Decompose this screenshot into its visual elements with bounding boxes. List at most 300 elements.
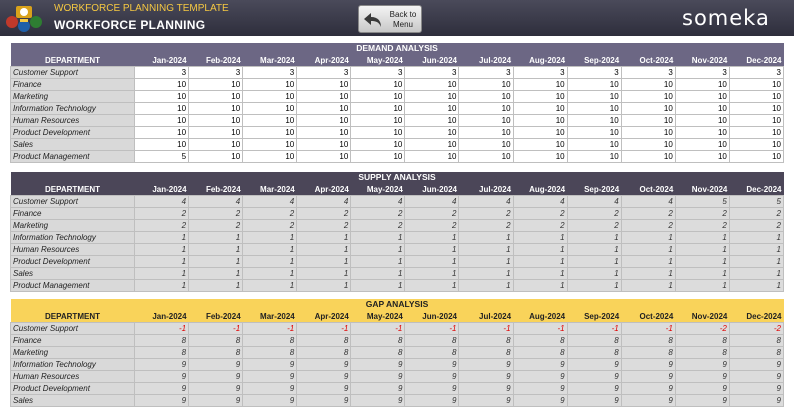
value-cell[interactable]: 8 — [297, 334, 351, 346]
value-cell[interactable]: 10 — [621, 126, 675, 138]
department-cell[interactable]: Information Technology — [11, 358, 135, 370]
value-cell[interactable]: 10 — [459, 78, 513, 90]
value-cell[interactable]: 1 — [351, 243, 405, 255]
department-cell[interactable]: Customer Support — [11, 66, 135, 78]
value-cell[interactable]: 1 — [729, 255, 783, 267]
value-cell[interactable]: 9 — [729, 358, 783, 370]
value-cell[interactable]: -1 — [135, 322, 189, 334]
value-cell[interactable]: 8 — [621, 346, 675, 358]
value-cell[interactable]: 10 — [189, 126, 243, 138]
value-cell[interactable]: 1 — [189, 267, 243, 279]
value-cell[interactable]: 8 — [405, 346, 459, 358]
value-cell[interactable]: 8 — [135, 334, 189, 346]
value-cell[interactable]: 1 — [729, 243, 783, 255]
department-cell[interactable]: Finance — [11, 207, 135, 219]
value-cell[interactable]: -1 — [189, 322, 243, 334]
value-cell[interactable]: 1 — [189, 279, 243, 291]
value-cell[interactable]: 10 — [621, 90, 675, 102]
value-cell[interactable]: 10 — [621, 138, 675, 150]
value-cell[interactable]: 10 — [567, 138, 621, 150]
value-cell[interactable]: 1 — [729, 231, 783, 243]
value-cell[interactable]: 1 — [405, 279, 459, 291]
value-cell[interactable]: 1 — [351, 279, 405, 291]
value-cell[interactable]: 10 — [729, 138, 783, 150]
value-cell[interactable]: 10 — [189, 102, 243, 114]
value-cell[interactable]: 10 — [621, 78, 675, 90]
value-cell[interactable]: 2 — [243, 219, 297, 231]
value-cell[interactable]: 10 — [459, 102, 513, 114]
value-cell[interactable]: 1 — [135, 267, 189, 279]
value-cell[interactable]: 10 — [729, 114, 783, 126]
value-cell[interactable]: 1 — [297, 279, 351, 291]
value-cell[interactable]: 2 — [135, 207, 189, 219]
value-cell[interactable]: 8 — [351, 334, 405, 346]
value-cell[interactable]: 10 — [297, 138, 351, 150]
value-cell[interactable]: 9 — [351, 382, 405, 394]
value-cell[interactable]: 3 — [513, 66, 567, 78]
value-cell[interactable]: 10 — [621, 102, 675, 114]
value-cell[interactable]: 1 — [405, 267, 459, 279]
value-cell[interactable]: 10 — [297, 114, 351, 126]
value-cell[interactable]: 8 — [189, 346, 243, 358]
value-cell[interactable]: 1 — [567, 243, 621, 255]
value-cell[interactable]: 2 — [297, 207, 351, 219]
value-cell[interactable]: 9 — [513, 382, 567, 394]
value-cell[interactable]: 9 — [189, 370, 243, 382]
value-cell[interactable]: -1 — [567, 322, 621, 334]
value-cell[interactable]: 1 — [459, 243, 513, 255]
value-cell[interactable]: 2 — [513, 207, 567, 219]
value-cell[interactable]: 1 — [135, 243, 189, 255]
value-cell[interactable]: 9 — [297, 394, 351, 406]
value-cell[interactable]: 2 — [297, 219, 351, 231]
value-cell[interactable]: 10 — [675, 90, 729, 102]
value-cell[interactable]: 8 — [459, 334, 513, 346]
value-cell[interactable]: 2 — [621, 219, 675, 231]
value-cell[interactable]: 1 — [297, 267, 351, 279]
value-cell[interactable]: 9 — [405, 370, 459, 382]
value-cell[interactable]: 3 — [243, 66, 297, 78]
value-cell[interactable]: 10 — [135, 138, 189, 150]
value-cell[interactable]: 2 — [189, 219, 243, 231]
value-cell[interactable]: 1 — [405, 231, 459, 243]
value-cell[interactable]: 8 — [621, 334, 675, 346]
value-cell[interactable]: 1 — [135, 231, 189, 243]
value-cell[interactable]: 9 — [351, 394, 405, 406]
value-cell[interactable]: 1 — [675, 279, 729, 291]
value-cell[interactable]: 10 — [135, 114, 189, 126]
value-cell[interactable]: 10 — [297, 90, 351, 102]
value-cell[interactable]: 10 — [189, 138, 243, 150]
department-cell[interactable]: Finance — [11, 78, 135, 90]
value-cell[interactable]: 9 — [297, 382, 351, 394]
value-cell[interactable]: 3 — [621, 66, 675, 78]
department-cell[interactable]: Finance — [11, 334, 135, 346]
department-cell[interactable]: Information Technology — [11, 231, 135, 243]
value-cell[interactable]: 10 — [729, 102, 783, 114]
back-to-menu-button[interactable] — [358, 5, 422, 33]
value-cell[interactable]: 1 — [621, 231, 675, 243]
value-cell[interactable]: 8 — [189, 334, 243, 346]
value-cell[interactable]: 1 — [405, 243, 459, 255]
value-cell[interactable]: 4 — [243, 195, 297, 207]
value-cell[interactable]: 10 — [675, 102, 729, 114]
value-cell[interactable]: 9 — [675, 358, 729, 370]
value-cell[interactable]: 4 — [567, 195, 621, 207]
value-cell[interactable]: 9 — [243, 358, 297, 370]
value-cell[interactable]: 1 — [189, 255, 243, 267]
value-cell[interactable]: 10 — [243, 114, 297, 126]
value-cell[interactable]: 9 — [189, 394, 243, 406]
value-cell[interactable]: 9 — [351, 358, 405, 370]
value-cell[interactable]: 10 — [459, 150, 513, 162]
value-cell[interactable]: 9 — [459, 394, 513, 406]
value-cell[interactable]: 9 — [513, 394, 567, 406]
value-cell[interactable]: 9 — [729, 394, 783, 406]
value-cell[interactable]: 10 — [297, 150, 351, 162]
department-cell[interactable]: Sales — [11, 267, 135, 279]
value-cell[interactable]: 1 — [243, 279, 297, 291]
value-cell[interactable]: 2 — [351, 219, 405, 231]
value-cell[interactable]: 9 — [621, 394, 675, 406]
department-cell[interactable]: Product Development — [11, 255, 135, 267]
value-cell[interactable]: 2 — [675, 207, 729, 219]
value-cell[interactable]: -1 — [459, 322, 513, 334]
value-cell[interactable]: 2 — [405, 219, 459, 231]
department-cell[interactable]: Human Resources — [11, 114, 135, 126]
value-cell[interactable]: 10 — [189, 114, 243, 126]
value-cell[interactable]: 1 — [513, 231, 567, 243]
value-cell[interactable]: 10 — [351, 102, 405, 114]
value-cell[interactable]: 9 — [405, 358, 459, 370]
value-cell[interactable]: 10 — [405, 138, 459, 150]
value-cell[interactable]: 1 — [675, 243, 729, 255]
value-cell[interactable]: 10 — [351, 78, 405, 90]
value-cell[interactable]: 9 — [729, 370, 783, 382]
value-cell[interactable]: 1 — [513, 255, 567, 267]
value-cell[interactable]: 4 — [189, 195, 243, 207]
value-cell[interactable]: 4 — [621, 195, 675, 207]
value-cell[interactable]: 4 — [513, 195, 567, 207]
value-cell[interactable]: 10 — [513, 150, 567, 162]
value-cell[interactable]: 9 — [297, 358, 351, 370]
value-cell[interactable]: 1 — [297, 231, 351, 243]
value-cell[interactable]: 1 — [243, 267, 297, 279]
value-cell[interactable]: 10 — [513, 138, 567, 150]
department-cell[interactable]: Product Development — [11, 382, 135, 394]
value-cell[interactable]: 10 — [459, 138, 513, 150]
value-cell[interactable]: -2 — [675, 322, 729, 334]
value-cell[interactable]: 10 — [351, 90, 405, 102]
value-cell[interactable]: 10 — [675, 114, 729, 126]
value-cell[interactable]: 10 — [513, 114, 567, 126]
value-cell[interactable]: 10 — [567, 114, 621, 126]
value-cell[interactable]: 10 — [243, 102, 297, 114]
value-cell[interactable]: 10 — [621, 150, 675, 162]
value-cell[interactable]: 2 — [567, 207, 621, 219]
value-cell[interactable]: 9 — [135, 382, 189, 394]
value-cell[interactable]: 8 — [351, 346, 405, 358]
value-cell[interactable]: 2 — [459, 219, 513, 231]
value-cell[interactable]: 10 — [405, 90, 459, 102]
value-cell[interactable]: 1 — [243, 231, 297, 243]
value-cell[interactable]: 8 — [513, 334, 567, 346]
value-cell[interactable]: 3 — [351, 66, 405, 78]
value-cell[interactable]: 10 — [621, 114, 675, 126]
value-cell[interactable]: 10 — [459, 114, 513, 126]
value-cell[interactable]: 1 — [675, 231, 729, 243]
value-cell[interactable]: 9 — [567, 358, 621, 370]
value-cell[interactable]: 3 — [675, 66, 729, 78]
value-cell[interactable]: 1 — [297, 243, 351, 255]
value-cell[interactable]: 1 — [513, 243, 567, 255]
value-cell[interactable]: 8 — [297, 346, 351, 358]
value-cell[interactable]: 10 — [567, 150, 621, 162]
value-cell[interactable]: 9 — [405, 394, 459, 406]
value-cell[interactable]: 2 — [675, 219, 729, 231]
value-cell[interactable]: 8 — [513, 346, 567, 358]
value-cell[interactable]: 10 — [567, 126, 621, 138]
value-cell[interactable]: 9 — [243, 394, 297, 406]
value-cell[interactable]: 10 — [567, 78, 621, 90]
value-cell[interactable]: 2 — [729, 207, 783, 219]
department-cell[interactable]: Product Development — [11, 126, 135, 138]
value-cell[interactable]: 10 — [459, 126, 513, 138]
value-cell[interactable]: 2 — [135, 219, 189, 231]
value-cell[interactable]: -1 — [513, 322, 567, 334]
value-cell[interactable]: 9 — [135, 358, 189, 370]
value-cell[interactable]: 3 — [567, 66, 621, 78]
value-cell[interactable]: 1 — [567, 231, 621, 243]
value-cell[interactable]: 9 — [621, 358, 675, 370]
value-cell[interactable]: 8 — [567, 346, 621, 358]
value-cell[interactable]: 2 — [621, 207, 675, 219]
value-cell[interactable]: 1 — [675, 267, 729, 279]
value-cell[interactable]: 8 — [567, 334, 621, 346]
value-cell[interactable]: 10 — [675, 78, 729, 90]
value-cell[interactable]: 9 — [297, 370, 351, 382]
value-cell[interactable]: 9 — [567, 382, 621, 394]
value-cell[interactable]: 9 — [621, 370, 675, 382]
value-cell[interactable]: 2 — [405, 207, 459, 219]
value-cell[interactable]: 4 — [405, 195, 459, 207]
value-cell[interactable]: 9 — [459, 370, 513, 382]
value-cell[interactable]: 10 — [513, 126, 567, 138]
value-cell[interactable]: 1 — [621, 255, 675, 267]
value-cell[interactable]: 2 — [459, 207, 513, 219]
value-cell[interactable]: 4 — [297, 195, 351, 207]
department-cell[interactable]: Information Technology — [11, 102, 135, 114]
value-cell[interactable]: 1 — [513, 279, 567, 291]
value-cell[interactable]: 10 — [405, 126, 459, 138]
value-cell[interactable]: 10 — [135, 78, 189, 90]
value-cell[interactable]: -1 — [405, 322, 459, 334]
value-cell[interactable]: 10 — [351, 138, 405, 150]
value-cell[interactable]: 10 — [513, 90, 567, 102]
value-cell[interactable]: 9 — [459, 358, 513, 370]
value-cell[interactable]: 10 — [243, 90, 297, 102]
department-cell[interactable]: Marketing — [11, 346, 135, 358]
value-cell[interactable]: 9 — [405, 382, 459, 394]
value-cell[interactable]: 3 — [729, 66, 783, 78]
value-cell[interactable]: 9 — [135, 394, 189, 406]
value-cell[interactable]: 8 — [729, 334, 783, 346]
value-cell[interactable]: 3 — [189, 66, 243, 78]
value-cell[interactable]: 1 — [459, 255, 513, 267]
value-cell[interactable]: 9 — [567, 370, 621, 382]
department-cell[interactable]: Human Resources — [11, 243, 135, 255]
department-cell[interactable]: Human Resources — [11, 370, 135, 382]
value-cell[interactable]: 10 — [729, 126, 783, 138]
value-cell[interactable]: 4 — [351, 195, 405, 207]
value-cell[interactable]: 8 — [135, 346, 189, 358]
value-cell[interactable]: 8 — [675, 334, 729, 346]
value-cell[interactable]: 10 — [729, 90, 783, 102]
value-cell[interactable]: 10 — [297, 126, 351, 138]
value-cell[interactable]: 10 — [405, 150, 459, 162]
value-cell[interactable]: 10 — [189, 78, 243, 90]
value-cell[interactable]: 10 — [243, 78, 297, 90]
department-cell[interactable]: Product Management — [11, 279, 135, 291]
value-cell[interactable]: 10 — [135, 102, 189, 114]
department-cell[interactable]: Product Management — [11, 150, 135, 162]
value-cell[interactable]: 10 — [513, 102, 567, 114]
value-cell[interactable]: 1 — [621, 279, 675, 291]
value-cell[interactable]: 1 — [135, 279, 189, 291]
value-cell[interactable]: 2 — [513, 219, 567, 231]
value-cell[interactable]: 8 — [729, 346, 783, 358]
value-cell[interactable]: 8 — [459, 346, 513, 358]
value-cell[interactable]: 10 — [675, 150, 729, 162]
value-cell[interactable]: 9 — [675, 370, 729, 382]
value-cell[interactable]: 1 — [621, 243, 675, 255]
value-cell[interactable]: 4 — [135, 195, 189, 207]
value-cell[interactable]: 10 — [189, 150, 243, 162]
value-cell[interactable]: 1 — [459, 279, 513, 291]
value-cell[interactable]: 5 — [135, 150, 189, 162]
value-cell[interactable]: 10 — [351, 150, 405, 162]
value-cell[interactable]: 1 — [729, 267, 783, 279]
value-cell[interactable]: 9 — [729, 382, 783, 394]
value-cell[interactable]: 10 — [405, 102, 459, 114]
department-cell[interactable]: Marketing — [11, 90, 135, 102]
value-cell[interactable]: 1 — [567, 279, 621, 291]
value-cell[interactable]: 2 — [567, 219, 621, 231]
value-cell[interactable]: 1 — [675, 255, 729, 267]
value-cell[interactable]: -1 — [243, 322, 297, 334]
value-cell[interactable]: 3 — [297, 66, 351, 78]
value-cell[interactable]: 10 — [567, 102, 621, 114]
value-cell[interactable]: 1 — [567, 255, 621, 267]
value-cell[interactable]: 9 — [621, 382, 675, 394]
value-cell[interactable]: 1 — [351, 255, 405, 267]
value-cell[interactable]: 1 — [243, 255, 297, 267]
value-cell[interactable]: 9 — [513, 370, 567, 382]
value-cell[interactable]: 10 — [243, 150, 297, 162]
value-cell[interactable]: 9 — [243, 370, 297, 382]
department-cell[interactable]: Customer Support — [11, 322, 135, 334]
value-cell[interactable]: 9 — [135, 370, 189, 382]
value-cell[interactable]: 1 — [135, 255, 189, 267]
value-cell[interactable]: 10 — [729, 150, 783, 162]
value-cell[interactable]: 3 — [459, 66, 513, 78]
department-cell[interactable]: Sales — [11, 138, 135, 150]
value-cell[interactable]: 8 — [675, 346, 729, 358]
value-cell[interactable]: 10 — [405, 114, 459, 126]
value-cell[interactable]: 8 — [405, 334, 459, 346]
value-cell[interactable]: 1 — [405, 255, 459, 267]
value-cell[interactable]: 2 — [189, 207, 243, 219]
value-cell[interactable]: 10 — [189, 90, 243, 102]
value-cell[interactable]: 1 — [189, 231, 243, 243]
value-cell[interactable]: 9 — [459, 382, 513, 394]
value-cell[interactable]: 1 — [189, 243, 243, 255]
value-cell[interactable]: 10 — [351, 114, 405, 126]
value-cell[interactable]: 2 — [729, 219, 783, 231]
value-cell[interactable]: 10 — [243, 138, 297, 150]
value-cell[interactable]: 10 — [729, 78, 783, 90]
value-cell[interactable]: 10 — [243, 126, 297, 138]
value-cell[interactable]: 10 — [297, 78, 351, 90]
value-cell[interactable]: 5 — [675, 195, 729, 207]
value-cell[interactable]: -1 — [621, 322, 675, 334]
department-cell[interactable]: Marketing — [11, 219, 135, 231]
value-cell[interactable]: 9 — [675, 394, 729, 406]
value-cell[interactable]: 1 — [297, 255, 351, 267]
value-cell[interactable]: 3 — [135, 66, 189, 78]
value-cell[interactable]: 10 — [675, 138, 729, 150]
department-cell[interactable]: Sales — [11, 394, 135, 406]
value-cell[interactable]: 9 — [567, 394, 621, 406]
value-cell[interactable]: 1 — [459, 267, 513, 279]
value-cell[interactable]: 10 — [297, 102, 351, 114]
value-cell[interactable]: 3 — [405, 66, 459, 78]
value-cell[interactable]: 10 — [459, 90, 513, 102]
department-cell[interactable]: Customer Support — [11, 195, 135, 207]
value-cell[interactable]: 10 — [135, 126, 189, 138]
value-cell[interactable]: 1 — [243, 243, 297, 255]
value-cell[interactable]: 2 — [351, 207, 405, 219]
value-cell[interactable]: 10 — [351, 126, 405, 138]
value-cell[interactable]: 5 — [729, 195, 783, 207]
value-cell[interactable]: 9 — [243, 382, 297, 394]
value-cell[interactable]: 1 — [351, 231, 405, 243]
value-cell[interactable]: 10 — [675, 126, 729, 138]
value-cell[interactable]: 9 — [189, 382, 243, 394]
value-cell[interactable]: 1 — [621, 267, 675, 279]
value-cell[interactable]: 4 — [459, 195, 513, 207]
value-cell[interactable]: 10 — [135, 90, 189, 102]
value-cell[interactable]: 9 — [189, 358, 243, 370]
value-cell[interactable]: -2 — [729, 322, 783, 334]
value-cell[interactable]: 8 — [243, 346, 297, 358]
value-cell[interactable]: 1 — [513, 267, 567, 279]
value-cell[interactable]: -1 — [351, 322, 405, 334]
value-cell[interactable]: 10 — [567, 90, 621, 102]
value-cell[interactable]: 1 — [729, 279, 783, 291]
value-cell[interactable]: 1 — [351, 267, 405, 279]
value-cell[interactable]: 9 — [675, 382, 729, 394]
value-cell[interactable]: 9 — [513, 358, 567, 370]
value-cell[interactable]: 1 — [567, 267, 621, 279]
value-cell[interactable]: 8 — [243, 334, 297, 346]
value-cell[interactable]: 10 — [405, 78, 459, 90]
value-cell[interactable]: 1 — [459, 231, 513, 243]
value-cell[interactable]: 9 — [351, 370, 405, 382]
value-cell[interactable]: -1 — [297, 322, 351, 334]
value-cell[interactable]: 2 — [243, 207, 297, 219]
value-cell[interactable]: 10 — [513, 78, 567, 90]
